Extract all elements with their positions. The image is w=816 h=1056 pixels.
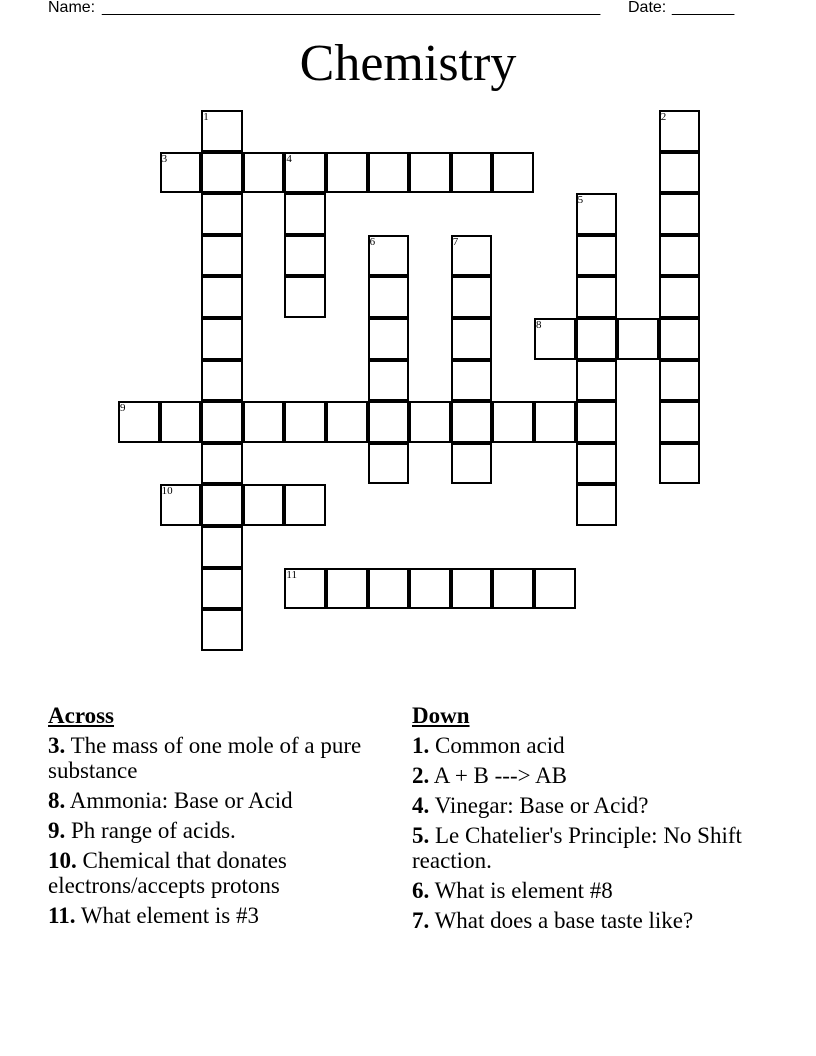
crossword-cell[interactable] — [451, 152, 493, 194]
crossword-cell[interactable] — [368, 152, 410, 194]
crossword-cell[interactable] — [201, 110, 243, 152]
crossword-cell[interactable] — [409, 568, 451, 610]
crossword-cell[interactable] — [201, 360, 243, 402]
crossword-cell[interactable] — [659, 401, 701, 443]
crossword-cell[interactable] — [534, 318, 576, 360]
clue-number: 1. — [412, 733, 430, 758]
crossword-cell[interactable] — [284, 152, 326, 194]
clue-number-label: 6 — [369, 235, 376, 248]
crossword-cell[interactable] — [534, 401, 576, 443]
crossword-cell[interactable] — [201, 609, 243, 651]
clue-number: 9. — [48, 818, 66, 843]
crossword-cell[interactable] — [492, 401, 534, 443]
crossword-cell[interactable] — [118, 401, 160, 443]
clue-number: 6. — [412, 878, 430, 903]
crossword-cell[interactable] — [368, 360, 410, 402]
name-field[interactable]: ________________________________________________________ — [102, 0, 601, 16]
crossword-cell[interactable] — [201, 318, 243, 360]
crossword-cell[interactable] — [576, 484, 618, 526]
crossword-cell[interactable] — [659, 276, 701, 318]
down-clue — [412, 823, 757, 873]
across-heading: Across — [48, 703, 115, 728]
crossword-cell[interactable] — [284, 235, 326, 277]
crossword-cell[interactable] — [243, 152, 285, 194]
clue-number: 3. — [48, 733, 66, 758]
crossword-cell[interactable] — [409, 152, 451, 194]
crossword-cell[interactable] — [368, 235, 410, 277]
clue-number-label: 11 — [286, 568, 297, 581]
clue-text: What does a base taste like? — [429, 908, 694, 933]
crossword-cell[interactable] — [451, 443, 493, 485]
clue-text: Ammonia: Base or Acid — [65, 788, 293, 813]
clue-text: Chemical that donates electrons/accepts protons — [48, 848, 287, 898]
crossword-cell[interactable] — [576, 318, 618, 360]
clue-number: 2. — [412, 763, 430, 788]
clue-number: 5. — [412, 823, 430, 848]
crossword-cell[interactable] — [659, 110, 701, 152]
clue-number: 10. — [48, 848, 77, 873]
clue-text: Le Chatelier's Principle: No Shift reaction. — [412, 823, 742, 873]
crossword-cell[interactable] — [368, 443, 410, 485]
crossword-cell[interactable] — [534, 568, 576, 610]
across-clue — [48, 903, 378, 928]
crossword-cell[interactable] — [368, 568, 410, 610]
crossword-cell[interactable] — [451, 568, 493, 610]
across-clue — [48, 733, 378, 783]
crossword-cell[interactable] — [451, 235, 493, 277]
across-clue-list — [48, 733, 378, 928]
crossword-cell[interactable] — [284, 276, 326, 318]
name-label: Name: — [48, 0, 96, 16]
crossword-cell[interactable] — [284, 401, 326, 443]
crossword-cell[interactable] — [368, 276, 410, 318]
clue-text: What element is #3 — [75, 903, 260, 928]
across-clue — [48, 788, 378, 813]
crossword-cell[interactable] — [201, 484, 243, 526]
across-clues — [48, 703, 378, 933]
crossword-cell[interactable] — [659, 193, 701, 235]
crossword-cell[interactable] — [201, 193, 243, 235]
crossword-cell[interactable] — [576, 443, 618, 485]
crossword-cell[interactable] — [451, 401, 493, 443]
crossword-cell[interactable] — [576, 401, 618, 443]
crossword-cell[interactable] — [201, 401, 243, 443]
crossword-cell[interactable] — [201, 276, 243, 318]
crossword-cell[interactable] — [284, 568, 326, 610]
crossword-cell[interactable] — [451, 360, 493, 402]
crossword-cell[interactable] — [326, 568, 368, 610]
clue-number-label: 7 — [452, 235, 459, 248]
crossword-cell[interactable] — [326, 401, 368, 443]
crossword-cell[interactable] — [659, 318, 701, 360]
crossword-cell[interactable] — [160, 401, 202, 443]
crossword-cell[interactable] — [659, 443, 701, 485]
down-clue — [412, 763, 757, 788]
crossword-cell[interactable] — [617, 318, 659, 360]
clue-number: 11. — [48, 903, 76, 928]
across-clue — [48, 848, 378, 898]
crossword-cell[interactable] — [409, 401, 451, 443]
crossword-cell[interactable] — [284, 484, 326, 526]
crossword-cell[interactable] — [659, 152, 701, 194]
clue-number-label: 4 — [286, 152, 292, 165]
clue-number-label: 8 — [536, 319, 542, 331]
across-clue — [48, 818, 378, 843]
clue-text: Vinegar: Base or Acid? — [429, 793, 649, 818]
crossword-cell[interactable] — [368, 401, 410, 443]
page-title: Chemistry — [299, 35, 517, 92]
crossword-cell[interactable] — [576, 360, 618, 402]
down-clue — [412, 793, 757, 818]
crossword-cell[interactable] — [576, 276, 618, 318]
crossword-cell[interactable] — [160, 484, 202, 526]
crossword-cell[interactable] — [201, 443, 243, 485]
down-clue — [412, 908, 757, 933]
clue-text: The mass of one mole of a pure substance — [48, 733, 362, 783]
clue-text: What is element #8 — [429, 878, 613, 903]
crossword-cell[interactable] — [201, 152, 243, 194]
clue-text: A + B ---> AB — [429, 763, 568, 788]
crossword-cell[interactable] — [284, 193, 326, 235]
date-label: Date: — [628, 0, 667, 16]
crossword-cell[interactable] — [201, 526, 243, 568]
clue-number: 7. — [412, 908, 430, 933]
down-clue — [412, 878, 757, 903]
clue-number: 4. — [412, 793, 430, 818]
crossword-cell[interactable] — [659, 360, 701, 402]
clue-number: 8. — [48, 788, 66, 813]
clue-text: Common acid — [429, 733, 565, 758]
clue-number-label: 9 — [120, 402, 126, 415]
crossword-cell[interactable] — [243, 484, 285, 526]
crossword-cell[interactable] — [451, 276, 493, 318]
crossword-cell[interactable] — [201, 568, 243, 610]
crossword-cell[interactable] — [492, 568, 534, 610]
crossword-cell[interactable] — [326, 152, 368, 194]
clue-number-label: 3 — [161, 152, 168, 165]
crossword-cell[interactable] — [243, 401, 285, 443]
crossword-cell[interactable] — [160, 152, 202, 194]
crossword-cell[interactable] — [576, 235, 618, 277]
crossword-cell[interactable] — [451, 318, 493, 360]
crossword-cell[interactable] — [368, 318, 410, 360]
crossword-cell[interactable] — [201, 235, 243, 277]
crossword-cell[interactable] — [492, 152, 534, 194]
clue-number-label: 5 — [577, 194, 584, 207]
down-clues — [412, 703, 757, 938]
crossword-cell[interactable] — [576, 193, 618, 235]
clue-number-label: 1 — [203, 111, 209, 123]
crossword-cell[interactable] — [659, 235, 701, 277]
clue-number-label: 10 — [161, 485, 173, 498]
down-clue — [412, 733, 757, 758]
down-clue-list — [412, 733, 757, 933]
clue-number-label: 2 — [660, 111, 667, 123]
date-field[interactable]: _______ — [672, 0, 735, 16]
clue-text: Ph range of acids. — [65, 818, 236, 843]
down-heading: Down — [412, 703, 470, 728]
